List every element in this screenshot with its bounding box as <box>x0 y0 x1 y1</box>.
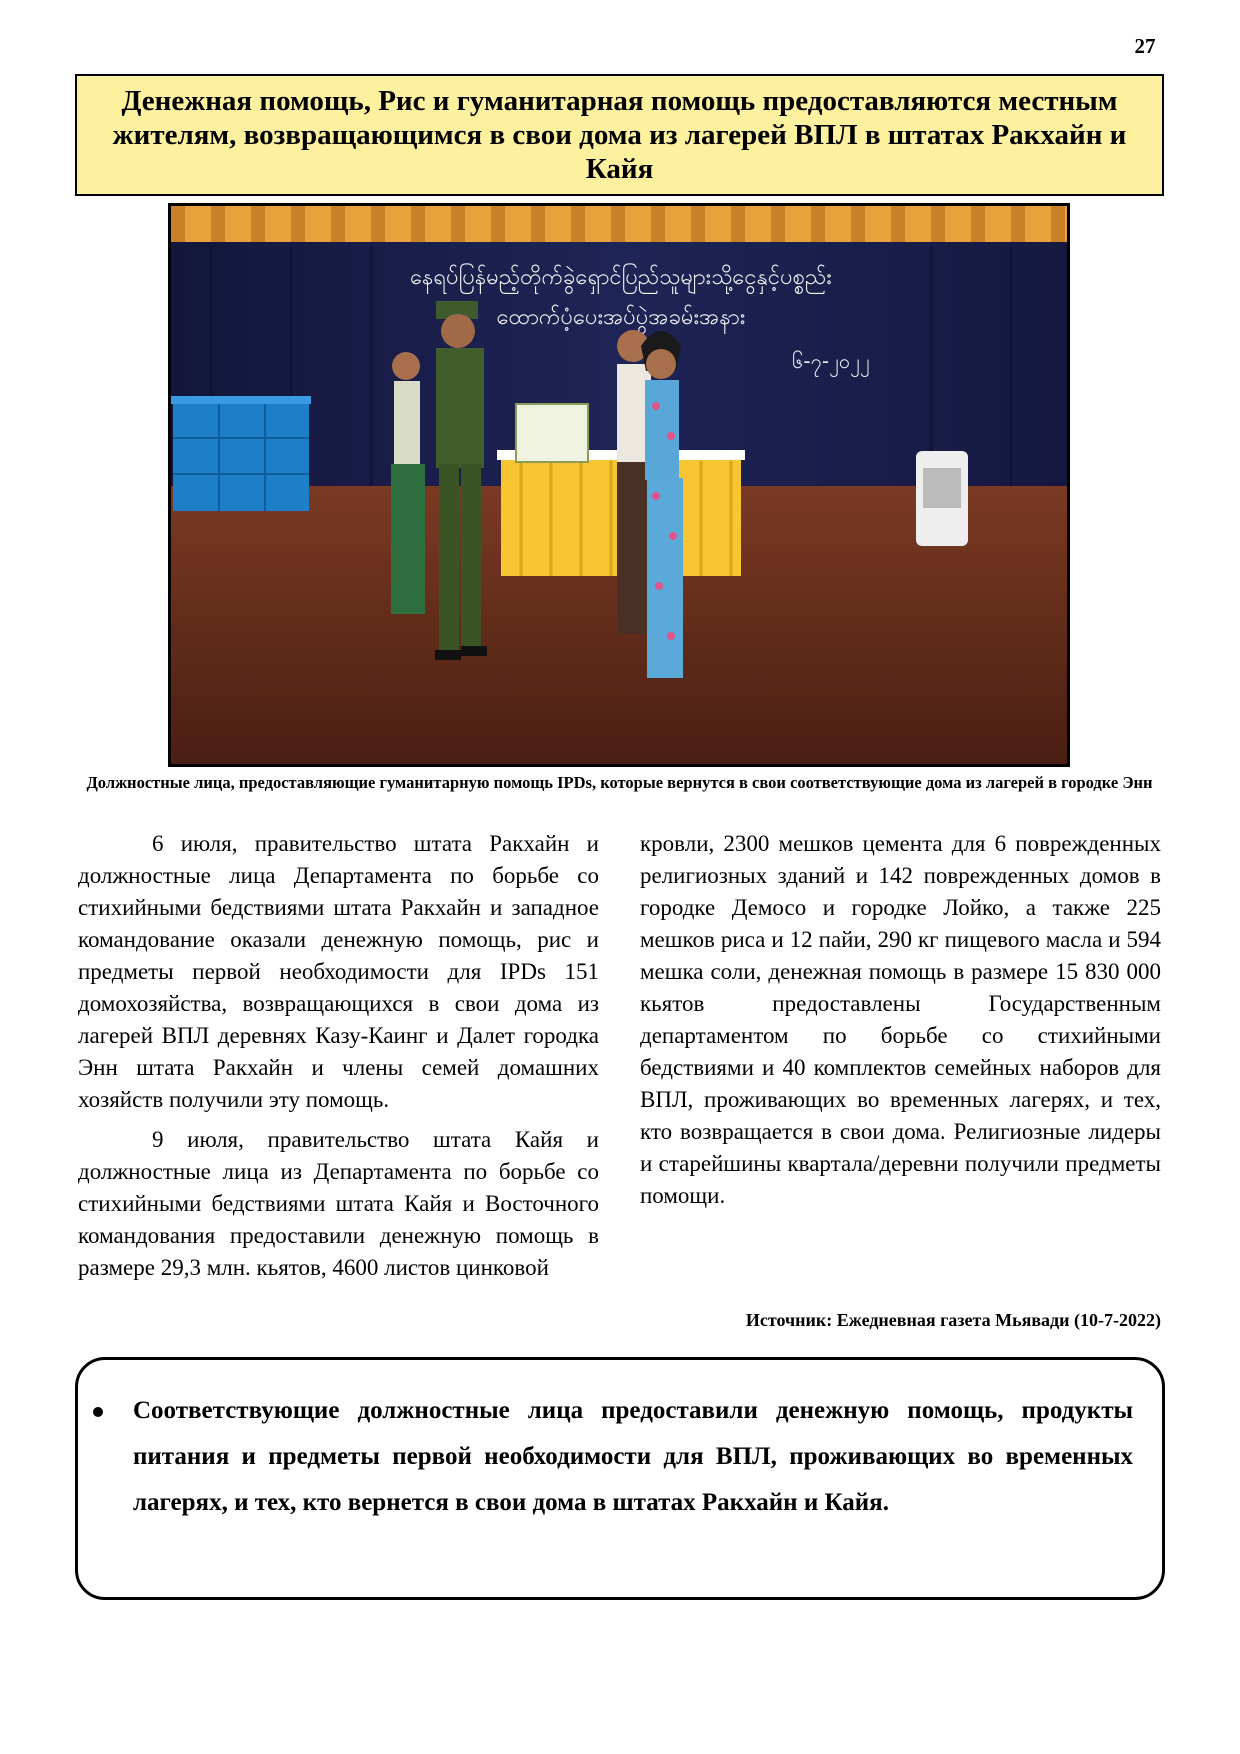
article-column-right <box>640 828 1161 1212</box>
man-right <box>617 330 651 634</box>
air-cooler <box>916 451 968 546</box>
banner-line-1: နေရပ်ပြန်မည့်တိုက်ခွဲရှောင်ပြည်သူများသို့ငွေနှင့်ပစ္စည်း <box>410 265 832 290</box>
woman-right <box>641 331 683 678</box>
page-title: Денежная помощь, Рис и гуманитарная помощь предоставляются местным жителям, возвращающимся в свои дома из лагерей ВПЛ в штатах Ракхайн и Кайя <box>112 85 1127 185</box>
page-number: 27 <box>1134 34 1156 58</box>
article-source: Источник: Ежедневная газета Мьявади (10-7-2022) <box>745 1310 1161 1330</box>
title-box <box>75 74 1164 196</box>
photo-caption: Должностные лица, предоставляющие гуманитарную помощь IPDs, которые вернутся в свои соответствующие дома из лагерей в городке Энн <box>86 773 1153 792</box>
summary-bullet-text: Соответствующие должностные лица предоставили денежную помощь, продукты питания и предметы первой необходимости для ВПЛ, проживающих во временных лагерях, и тех, кто вернется в свои дома в штатах Ракхайн и Кайя. <box>133 1397 1133 1516</box>
photo-illustration <box>171 206 1067 764</box>
woman-left <box>391 352 425 614</box>
article-column-left <box>78 828 599 1284</box>
summary-box <box>75 1357 1165 1600</box>
article-paragraph-2-start: 9 июля, правительство штата Кайя и должностные лица из Департамента по борьбе со стихийными бедствиями штата Кайя и Восточного командования предоставили денежную помощь в размере 29,3 млн. кьятов, 4600 листов цинковой <box>78 1127 599 1280</box>
certificate <box>516 404 588 462</box>
officer <box>435 301 487 660</box>
bullet-icon <box>93 1407 103 1417</box>
event-photo <box>168 203 1070 767</box>
article-paragraph-2-continued: кровли, 2300 мешков цемента для 6 поврежденных религиозных зданий и 142 поврежденных домов в городке Демосо и городке Лойко, а также 225 мешков риса и 12 пайи, 290 кг пищевого масла и 594 мешка соли, денежная помощь в размере 15 830 000 кьятов предоставлены Государственным департаментом по борьбе со стихийными бедствиями и 40 комплектов семейных наборов для ВПЛ, проживающих во временных лагерях, и тех, кто возвращается в свои дома. Религиозные лидеры и старейшины квартала/деревни получили предметы помощи. <box>640 831 1161 1208</box>
article-paragraph-1: 6 июля, правительство штата Ракхайн и должностные лица Департамента по борьбе со стихийными бедствиями штата Ракхайн и западное командование оказали денежную помощь, рис и предметы первой необходимости для IPDs 151 домохозяйства, возвращающихся в свои дома из лагерей ВПЛ деревнях Казу-Каинг и Далет городка Энн штата Ракхайн и члены семей домашних хозяйств получили эту помощь. <box>78 831 599 1112</box>
banner-line-2: ထောက်ပံ့ပေးအပ်ပွဲအခမ်းအနား <box>496 305 746 330</box>
supply-boxes <box>171 396 311 511</box>
banner-date: ၆-၇-၂၀၂၂ <box>792 349 870 373</box>
